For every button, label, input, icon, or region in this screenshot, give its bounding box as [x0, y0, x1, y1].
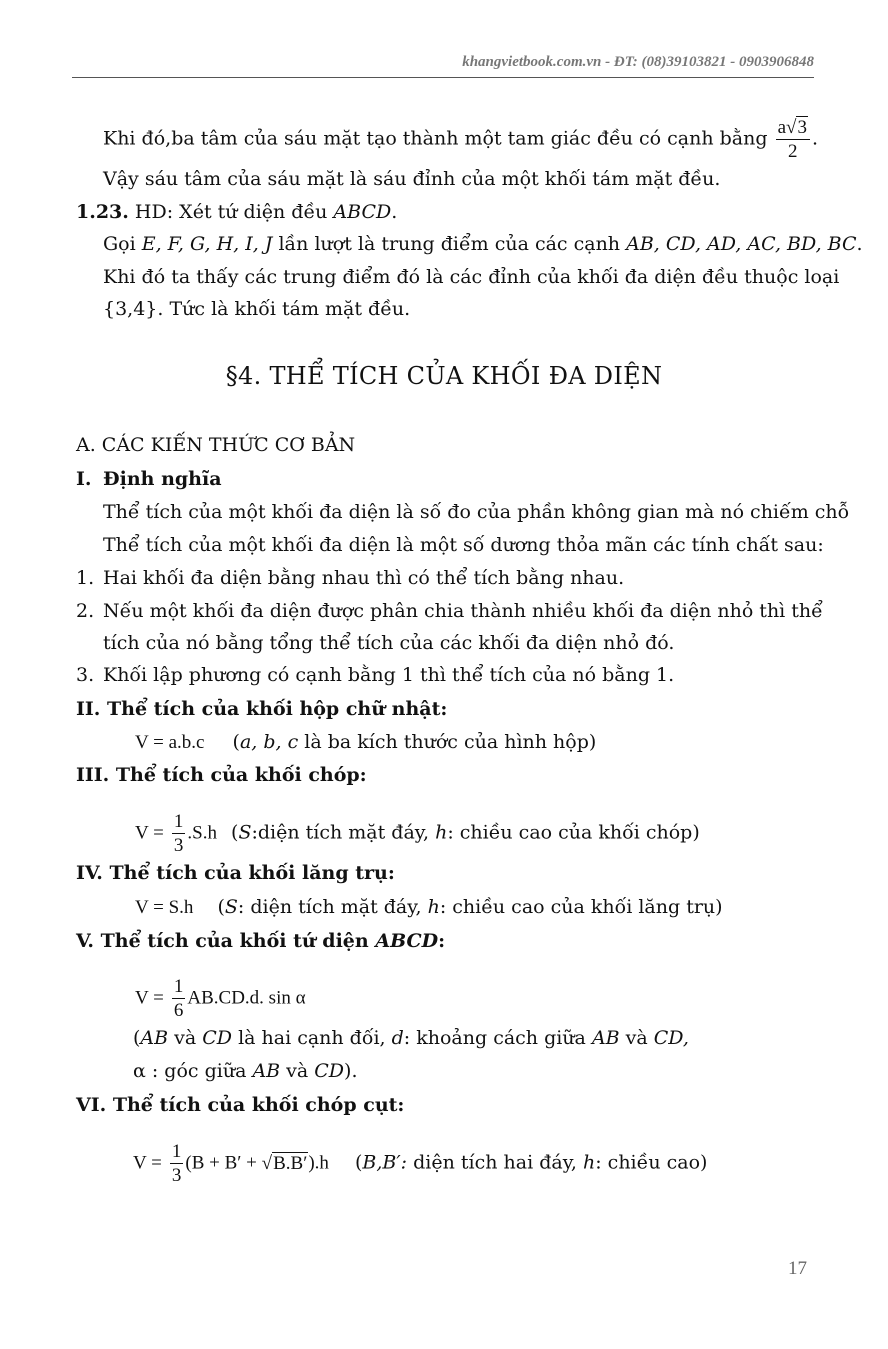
exercise-1-23-line4: {3,4}. Tức là khối tám mặt đều.: [103, 298, 411, 320]
exercise-1-23: 1.23. HD: Xét tứ diện đều ABCD.: [76, 201, 398, 223]
page-number: 17: [788, 1258, 807, 1279]
formula-tetrahedron: V = $\frac{1}{6}$ AB.CD.d. sin α: [135, 976, 306, 1021]
definition-heading: I. Định nghĩa: [76, 468, 222, 490]
section-a-heading: A. CÁC KIẾN THỨC CƠ BẢN: [76, 434, 356, 456]
definition-line-1: Thể tích của một khối đa diện là số đo của phần không gian mà nó chiếm chỗ: [103, 501, 850, 523]
tetrahedron-note-2: α : góc giữa AB và CD).: [133, 1060, 358, 1082]
property-3: 3. Khối lập phương có cạnh bằng 1 thì thể tích của nó bằng 1.: [76, 664, 675, 686]
page-header: khangvietbook.com.vn - ĐT: (08)39103821 - 0903906848: [462, 54, 814, 70]
property-2: 2. Nếu một khối đa diện được phân chia thành nhiều khối đa diện nhỏ thì thể: [76, 600, 823, 622]
property-2-cont: tích của nó bằng tổng thể tích của các khối đa diện nhỏ đó.: [103, 632, 675, 654]
section-ii-heading: II. Thể tích của khối hộp chữ nhật:: [76, 698, 448, 720]
exercise-1-23-line3: Khi đó ta thấy các trung điểm đó là các đỉnh của khối đa diện đều thuộc loại: [103, 266, 840, 288]
fraction-one-third: $\frac{1}{3}$: [173, 811, 184, 856]
section-vi-heading: VI. Thể tích của khối chóp cụt:: [76, 1094, 405, 1116]
definition-line-2: Thể tích của một khối đa diện là một số dương thỏa mãn các tính chất sau:: [103, 534, 824, 556]
tetrahedron-note-1: (AB và CD là hai cạnh đối, d: khoảng cách giữa AB và CD,: [133, 1027, 689, 1049]
section-title: §4. THỂ TÍCH CỦA KHỐI ĐA DIỆN: [225, 362, 663, 390]
section-iii-heading: III. Thể tích của khối chóp:: [76, 764, 367, 786]
formula-box: V = a.b.c (a, b, c là ba kích thước của hình hộp): [135, 731, 597, 753]
fraction-one-sixth: $\frac{1}{6}$: [173, 976, 184, 1021]
section-v-heading: V. Thể tích của khối tứ diện ABCD:: [76, 930, 446, 952]
property-1: 1. Hai khối đa diện bằng nhau thì có thể tích bằng nhau.: [76, 567, 625, 589]
fraction-one-third-frustum: $\frac{1}{3}$: [171, 1141, 182, 1186]
exercise-1-23-line2: Gọi E, F, G, H, I, J lần lượt là trung điểm của các cạnh AB, CD, AD, AC, BD, BC.: [103, 233, 863, 255]
paragraph-triangle: Khi đó,ba tâm của sáu mặt tạo thành một tam giác đều có cạnh bằng $\frac{a√3}{2}$ .: [103, 117, 818, 162]
formula-pyramid: V = $\frac{1}{3}$ .S.h (S:diện tích mặt đáy, h: chiều cao của khối chóp): [135, 811, 700, 856]
paragraph-octahedron: Vậy sáu tâm của sáu mặt là sáu đỉnh của một khối tám mặt đều.: [103, 168, 721, 190]
header-divider: [72, 77, 814, 78]
section-iv-heading: IV. Thể tích của khối lăng trụ:: [76, 862, 395, 884]
formula-frustum: V = $\frac{1}{3}$ (B + B′ + √B.B′).h (B,B′: diện tích hai đáy, h: chiều cao): [133, 1141, 708, 1186]
formula-prism: V = S.h (S: diện tích mặt đáy, h: chiều cao của khối lăng trụ): [135, 896, 723, 918]
fraction-a-sqrt3-over-2: $\frac{a√3}{2}$: [776, 118, 810, 161]
square-root: √B.B′: [261, 1152, 308, 1174]
